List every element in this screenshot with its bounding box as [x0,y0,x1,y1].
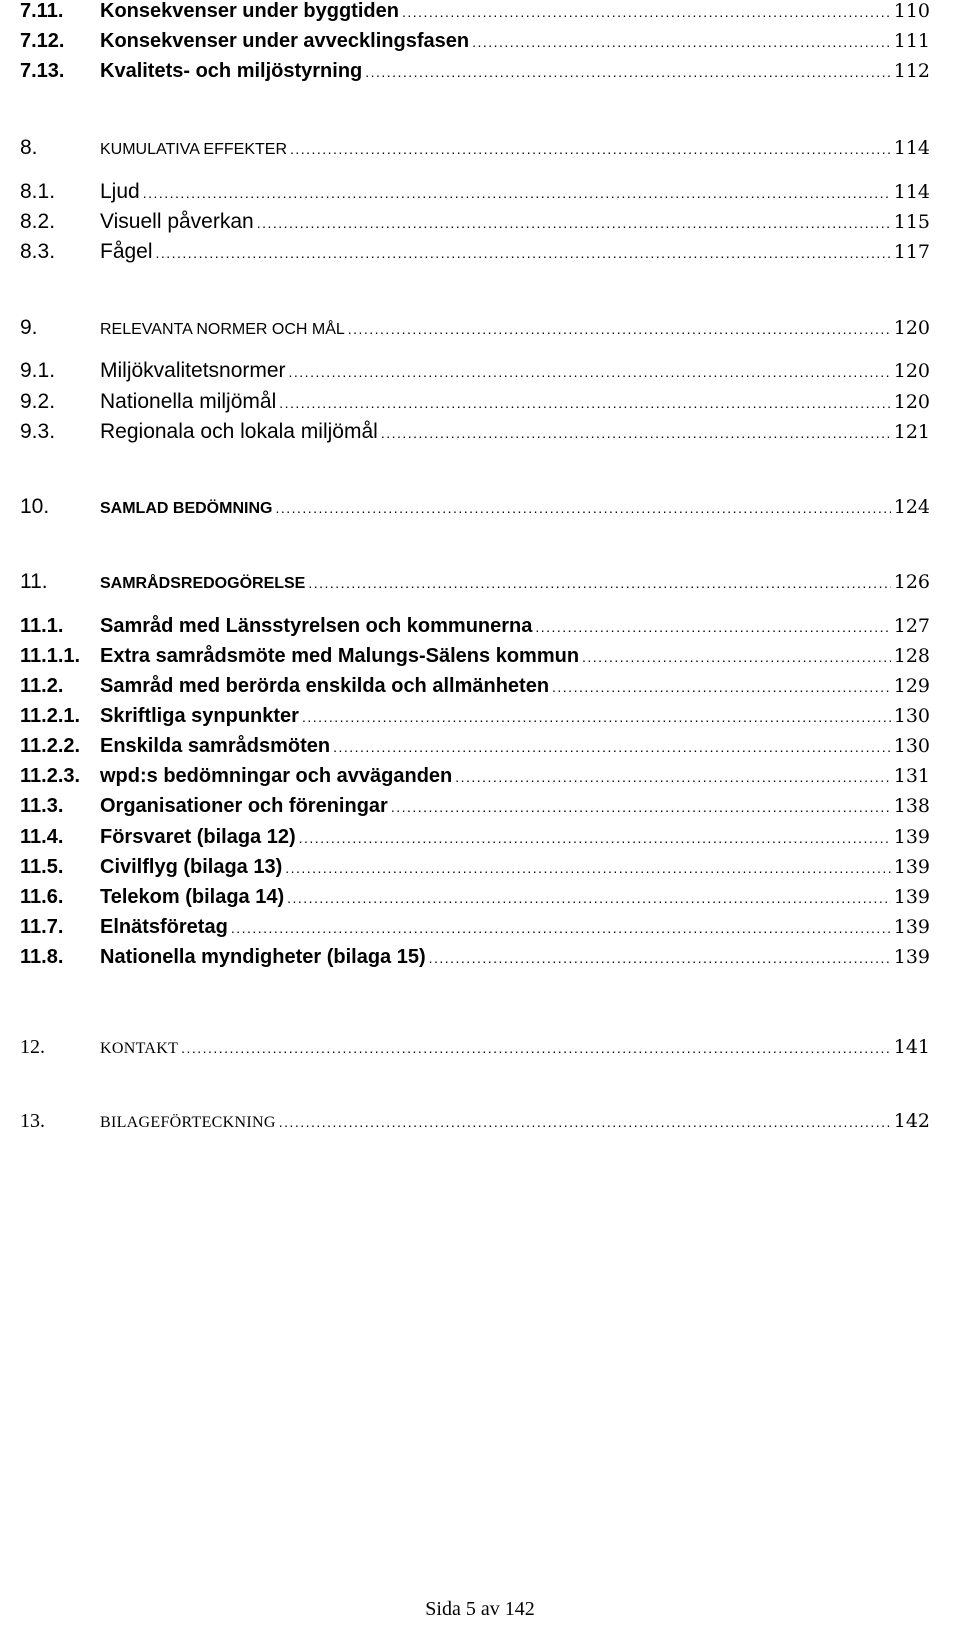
toc-number: 8.1. [20,180,56,203]
toc-number: 8. [20,136,38,159]
toc-page: 115 [893,211,930,233]
toc-entry[interactable] [20,1036,930,1070]
toc-entry[interactable] [20,316,930,350]
toc-leader [143,185,891,203]
toc-leader [391,799,891,817]
toc-title: Fågel [100,240,153,263]
toc-entry[interactable] [20,826,930,860]
toc-title: Ljud [100,180,140,203]
toc-title: Skriftliga synpunkter [100,705,299,727]
toc-entry[interactable] [20,420,930,454]
toc-number: 9. [20,316,38,339]
toc-page: 139 [893,886,930,908]
toc-entry[interactable] [20,1110,930,1144]
toc-leader [289,364,891,382]
toc-leader [429,950,891,968]
toc-leader [552,679,891,697]
toc-number: 11.1. [20,615,64,637]
toc-page: 124 [893,496,930,518]
toc-page: 130 [893,735,930,757]
toc-entry[interactable] [20,60,930,94]
toc-title: Extra samrådsmöte med Malungs-Sälens kommun [100,645,580,667]
toc-title: wpd:s bedömningar och avväganden [100,765,453,787]
toc-entry[interactable] [20,180,930,214]
toc-title: KONTAKT [100,1040,179,1057]
toc-number: 13. [20,1110,45,1132]
toc-title: Samråd med Länsstyrelsen och kommunerna [100,615,533,637]
toc-number: 7.12. [20,30,65,52]
toc-entry[interactable] [20,495,930,529]
toc-leader [381,425,891,443]
toc-page: 139 [893,946,930,968]
toc-leader [455,769,890,787]
toc-title: Organisationer och föreningar [100,795,388,817]
toc-entry[interactable] [20,856,930,890]
toc-number: 11.2.1. [20,705,81,727]
toc-number: 11.5. [20,856,64,878]
toc-number: 9.3. [20,420,56,443]
page-footer: Sida 5 av 142 [425,1598,535,1620]
toc-page: 110 [893,0,930,22]
toc-entry[interactable] [20,210,930,244]
toc-page: 139 [893,916,930,938]
toc-number: 11.8. [20,946,64,968]
toc-page: 112 [893,60,930,82]
toc-number: 11.4. [20,826,64,848]
toc-page: 128 [893,645,930,667]
toc-entry[interactable] [20,795,930,829]
toc-title: Civilflyg (bilaga 13) [100,856,283,878]
toc-page: 117 [893,241,930,263]
toc-page: 121 [893,421,930,443]
toc-entry[interactable] [20,240,930,274]
toc-title: Enskilda samrådsmöten [100,735,331,757]
toc-page: 141 [893,1036,930,1058]
toc-leader [582,649,891,667]
toc-number: 11.7. [20,916,64,938]
toc-title: SAMRÅDSREDOGÖRELSE [100,575,306,592]
toc-title: Visuell påverkan [100,210,254,233]
toc-title: Kvalitets- och miljöstyrning [100,60,363,82]
toc-page: 114 [893,181,930,203]
toc-title: Miljökvalitetsnormer [100,359,286,382]
toc-page: 139 [893,856,930,878]
toc-number: 10. [20,495,50,518]
toc-leader [348,321,891,339]
toc-entry[interactable] [20,136,930,170]
toc-entry[interactable] [20,886,930,920]
toc-page: 127 [893,615,930,637]
toc-number: 9.2. [20,390,56,413]
toc-page: 142 [893,1110,930,1132]
toc-title: BILAGEFÖRTECKNING [100,1114,276,1131]
toc-number: 11.1.1. [20,645,81,667]
toc-title: Nationella miljömål [100,390,277,413]
toc-number: 9.1. [20,359,56,382]
toc-title: SAMLAD BEDÖMNING [100,500,273,517]
toc-leader [302,709,891,727]
toc-number: 7.13. [20,60,65,82]
toc-number: 11.2. [20,675,64,697]
toc-page: 120 [893,360,930,382]
toc-leader [181,1040,891,1058]
toc-page: 120 [893,391,930,413]
toc-title: Konsekvenser under avvecklingsfasen [100,30,470,52]
toc-number: 7.11. [20,0,64,22]
toc-entry[interactable] [20,570,930,604]
toc-leader [365,64,890,82]
toc-number: 11.6. [20,886,64,908]
toc-page: 111 [893,30,930,52]
toc-title: Försvaret (bilaga 12) [100,826,296,848]
toc-entry[interactable] [20,765,930,799]
toc-title: Regionala och lokala miljömål [100,420,378,443]
toc-entry[interactable] [20,0,930,34]
toc-page: 129 [893,675,930,697]
toc-number: 8.3. [20,240,56,263]
toc-leader [257,215,891,233]
toc-page: 114 [893,137,930,159]
toc-title: Elnätsföretag [100,916,228,938]
toc-leader [279,1114,891,1132]
toc-leader [275,500,890,518]
toc-number: 11.3. [20,795,64,817]
toc-leader [308,575,890,593]
toc-entry[interactable] [20,30,930,64]
toc-entry[interactable] [20,916,930,950]
toc-entry[interactable] [20,946,930,980]
toc-page: 139 [893,826,930,848]
toc-number: 11.2.3. [20,765,81,787]
toc-leader [279,395,891,413]
toc-entry[interactable] [20,615,930,649]
toc-number: 11.2.2. [20,735,81,757]
toc-leader [287,890,891,908]
toc-leader [285,860,890,878]
toc-entry[interactable] [20,705,930,739]
toc-entry[interactable] [20,359,930,393]
toc-entry[interactable] [20,645,930,679]
toc-page: 120 [893,317,930,339]
toc-title: KUMULATIVA EFFEKTER [100,141,287,158]
toc-title: Nationella myndigheter (bilaga 15) [100,946,426,968]
toc-page: 138 [893,795,930,817]
toc-title: Samråd med berörda enskilda och allmänheten [100,675,550,697]
toc-title: Telekom (bilaga 14) [100,886,285,908]
toc-leader [472,34,891,52]
toc-number: 8.2. [20,210,56,233]
toc-page: 131 [893,765,930,787]
toc-leader [156,245,891,263]
toc-leader [535,619,890,637]
toc-entry[interactable] [20,390,930,424]
toc-title: Konsekvenser under byggtiden [100,0,399,22]
toc-number: 11. [20,570,48,593]
toc-leader [402,4,891,22]
toc-entry[interactable] [20,675,930,709]
toc-entry[interactable] [20,735,930,769]
toc-leader [333,739,891,757]
toc-leader [231,920,891,938]
toc-number: 12. [20,1036,45,1058]
toc-title: RELEVANTA NORMER OCH MÅL [100,321,345,338]
toc-leader [290,141,891,159]
toc-leader [299,830,891,848]
toc-page: 126 [893,571,930,593]
toc-page: 130 [893,705,930,727]
